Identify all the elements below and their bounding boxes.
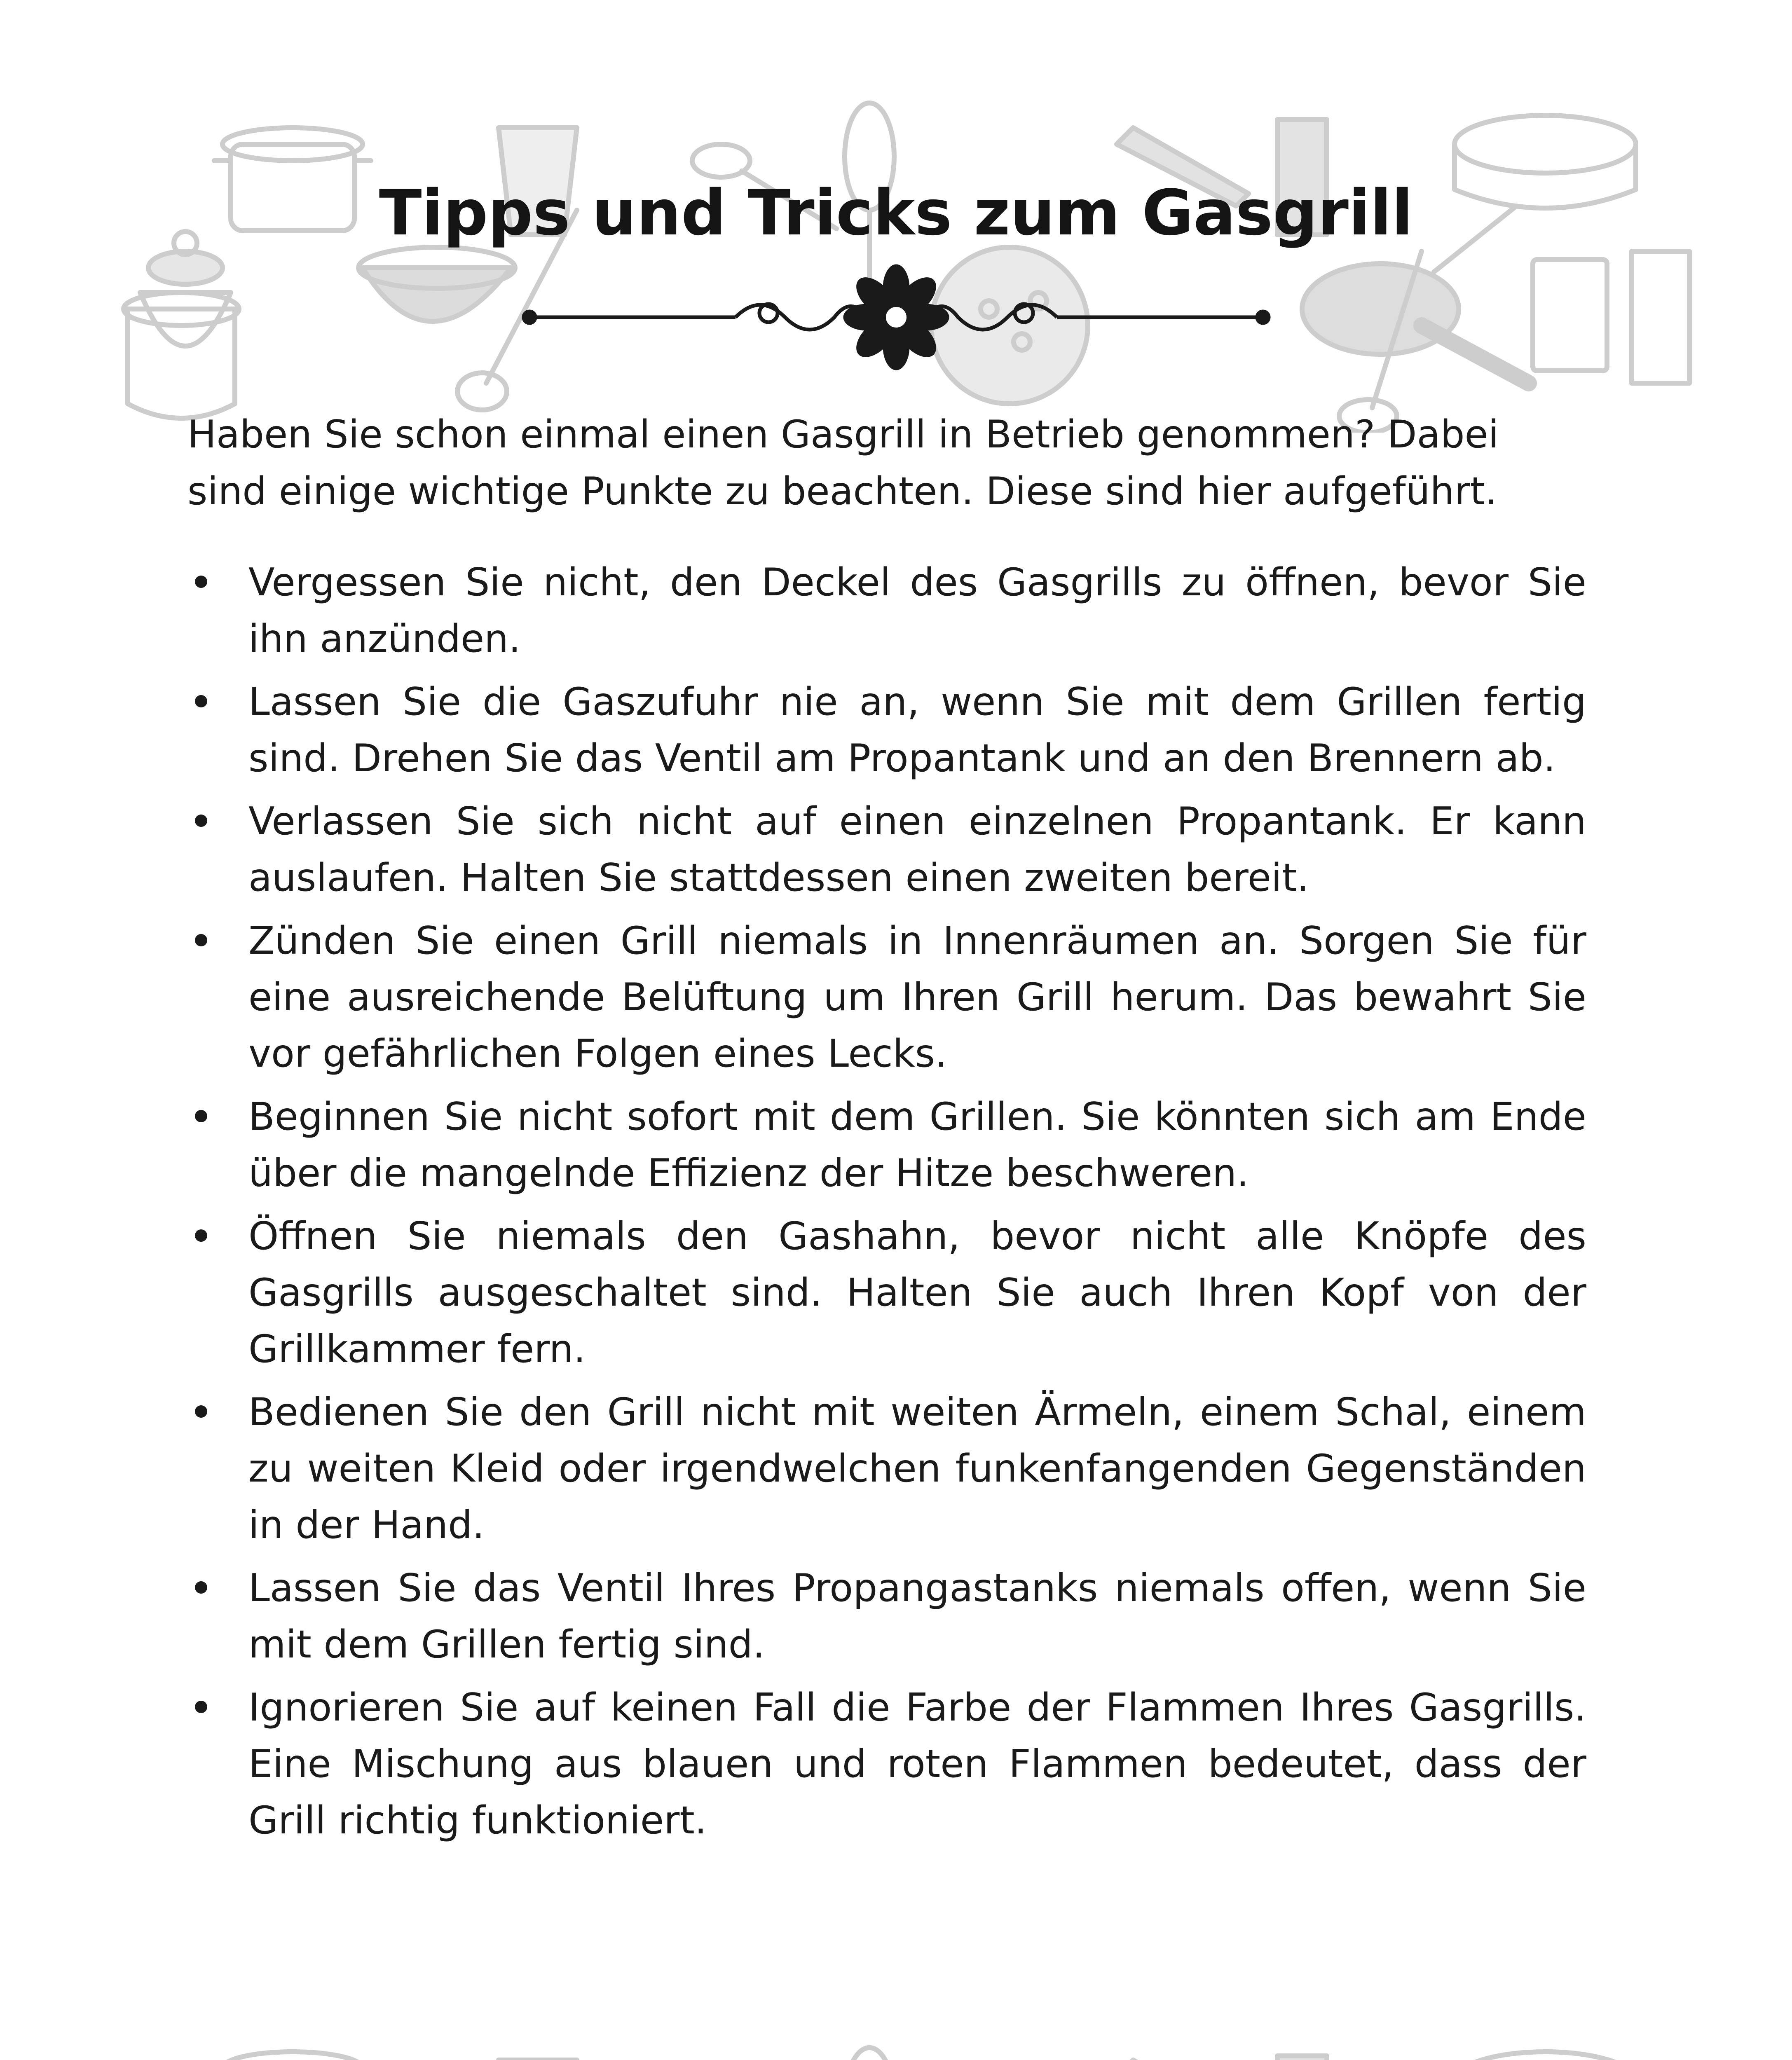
list-item-text: Vergessen Sie nicht, den Deckel des Gasgrills zu öffnen, bevor Sie ihn anzünden.	[248, 560, 1586, 661]
page-title: Tipps und Tricks zum Gasgrill	[379, 176, 1413, 249]
list-item	[187, 674, 1586, 787]
list-item-text: Lassen Sie das Ventil Ihres Propangastanks niemals offen, wenn Sie mit dem Grillen fertig sind.	[248, 1566, 1586, 1667]
bullet-icon	[195, 695, 207, 707]
bullet-icon	[195, 576, 207, 588]
bullet-icon	[195, 934, 207, 946]
list-item	[187, 1560, 1586, 1673]
kitchen-utensils-pattern-bottom	[0, 2044, 1792, 2060]
list-item-text: Lassen Sie die Gaszufuhr nie an, wenn Sie mit dem Grillen fertig sind. Drehen Sie das Ventil am Propantank und an den Brennern ab.	[248, 679, 1586, 780]
list-item	[187, 1679, 1586, 1849]
flower-divider	[521, 264, 1271, 371]
bullet-icon	[195, 1405, 207, 1418]
bullet-icon	[195, 1110, 207, 1122]
list-item-text: Öffnen Sie niemals den Gashahn, bevor nicht alle Knöpfe des Gasgrills ausgeschaltet sind. Halten Sie auch Ihren Kopf von der Grillkammer fern.	[248, 1214, 1586, 1371]
list-item	[187, 554, 1586, 667]
list-item	[187, 793, 1586, 906]
bowl-icon	[358, 247, 515, 321]
list-item-text: Bedienen Sie den Grill nicht mit weiten Ärmeln, einem Schal, einem zu weiten Kleid oder irgendwelchen funkenfangenden Gegenständen in der Hand.	[248, 1390, 1586, 1547]
cooking-pot-icon	[223, 2052, 363, 2060]
scale-icon	[1533, 260, 1607, 371]
list-item	[187, 913, 1586, 1082]
bullet-icon	[195, 815, 207, 827]
tips-list	[187, 554, 1586, 1855]
bullet-icon	[195, 1701, 207, 1713]
bullet-icon	[195, 1581, 207, 1594]
measuring-jug-icon	[1277, 2056, 1327, 2060]
intro-paragraph: Haben Sie schon einmal einen Gasgrill in Betrieb genommen? Dabei sind einige wichtige Punkte zu beachten. Diese sind hier aufgeführt.	[187, 412, 1499, 513]
lidded-pot-icon	[124, 293, 239, 418]
rolling-pin-icon	[1422, 325, 1529, 383]
bullet-icon	[195, 1229, 207, 1242]
cake-tin-icon	[1455, 2052, 1636, 2060]
list-item	[187, 1208, 1586, 1377]
list-item-text: Verlassen Sie sich nicht auf einen einzelnen Propantank. Er kann auslaufen. Halten Sie stattdessen einen zweiten bereit.	[248, 799, 1586, 900]
whisk-icon	[845, 2048, 894, 2060]
list-item-text: Beginnen Sie nicht sofort mit dem Grillen. Sie könnten sich am Ende über die mangelnde Effizienz der Hitze beschweren.	[248, 1094, 1586, 1195]
grater-icon	[1632, 251, 1689, 383]
flower-icon	[843, 265, 949, 370]
list-item-text: Zünden Sie einen Grill niemals in Innenräumen an. Sorgen Sie für eine ausreichende Belüftung um Ihren Grill herum. Das bewahrt Sie vor gefährlichen Folgen eines Lecks.	[248, 918, 1586, 1076]
list-item-text: Ignorieren Sie auf keinen Fall die Farbe der Flammen Ihres Gasgrills. Eine Mischung aus blauen und roten Flammen bedeutet, dass der Grill richtig funktioniert.	[248, 1685, 1586, 1842]
list-item	[187, 1384, 1586, 1553]
list-item	[187, 1089, 1586, 1201]
